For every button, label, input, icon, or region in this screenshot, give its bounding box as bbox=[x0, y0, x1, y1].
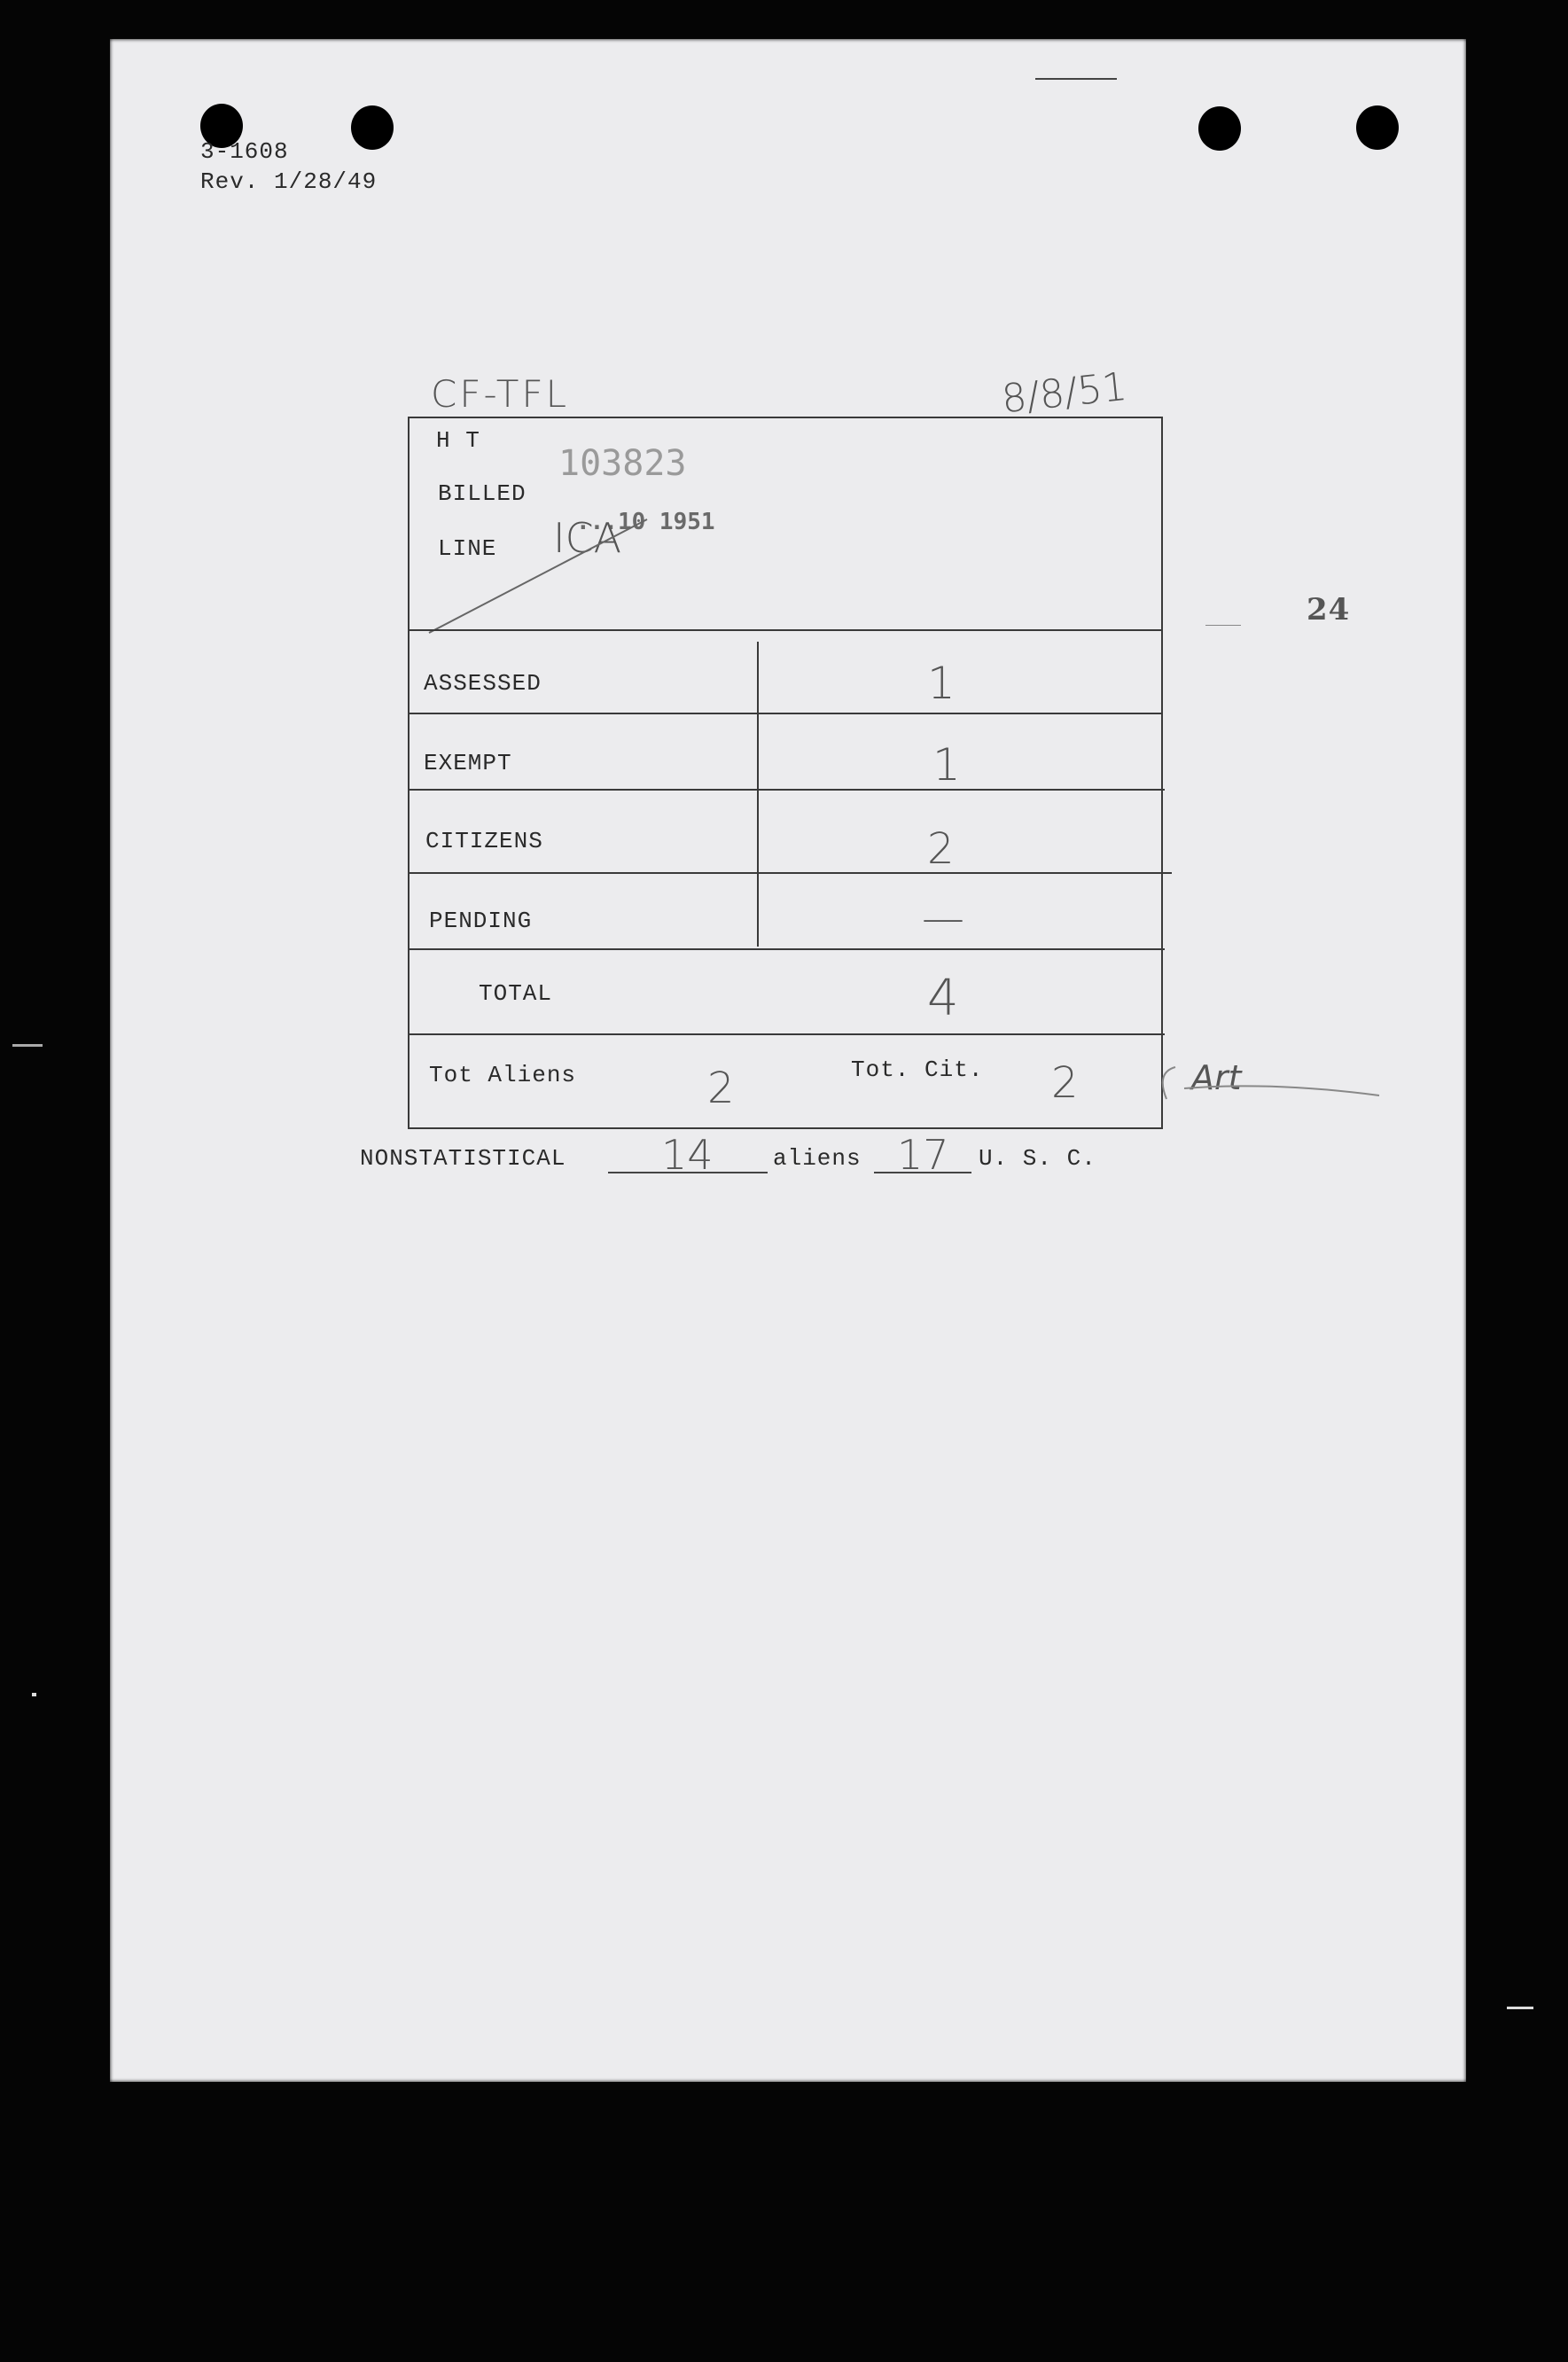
scan-speck bbox=[1507, 2007, 1533, 2009]
tot-aliens-value: 2 bbox=[707, 1064, 735, 1113]
exempt-label: EXEMPT bbox=[424, 750, 512, 776]
scan-speck bbox=[12, 1044, 43, 1047]
nonstat-usc-value: 17 bbox=[897, 1131, 949, 1179]
form-number: 3-1608 bbox=[200, 138, 289, 165]
tot-cit-value: 2 bbox=[1051, 1058, 1079, 1108]
handwritten-date: 8/8/51 bbox=[999, 363, 1129, 423]
handwritten-code: CF-TFL bbox=[431, 372, 569, 416]
punch-hole-icon bbox=[1198, 106, 1241, 151]
row-divider bbox=[410, 1033, 1165, 1035]
exempt-value: 1 bbox=[932, 739, 961, 791]
citizens-value: 2 bbox=[927, 824, 955, 874]
margin-number: 24 bbox=[1307, 592, 1351, 628]
assessed-value: 1 bbox=[927, 658, 956, 709]
signature-initials: Art bbox=[1191, 1058, 1242, 1097]
scan-speck bbox=[32, 1693, 36, 1696]
punch-hole-icon bbox=[351, 105, 394, 150]
signature-flourish bbox=[1149, 1046, 1388, 1117]
stamped-number: 103823 bbox=[558, 443, 687, 484]
handwritten-initials: ICA bbox=[553, 514, 622, 562]
punch-hole-icon bbox=[1356, 105, 1399, 150]
total-label: TOTAL bbox=[479, 980, 553, 1007]
row-divider bbox=[410, 948, 1165, 950]
diagonal-pen-line bbox=[425, 514, 656, 638]
top-edge-mark bbox=[1035, 78, 1117, 80]
nonstatistical-label: NONSTATISTICAL bbox=[360, 1145, 566, 1172]
tot-aliens-label: Tot Aliens bbox=[429, 1062, 577, 1088]
pending-label: PENDING bbox=[429, 908, 533, 934]
tot-cit-label: Tot. Cit. bbox=[851, 1056, 984, 1083]
row-divider bbox=[410, 872, 1172, 874]
row-divider bbox=[408, 629, 1163, 631]
line-label: LINE bbox=[438, 535, 497, 562]
column-divider bbox=[757, 642, 759, 947]
total-value: 4 bbox=[927, 970, 959, 1027]
assessed-label: ASSESSED bbox=[424, 670, 542, 697]
nonstat-aliens-label: aliens bbox=[773, 1145, 862, 1172]
billed-label: BILLED bbox=[438, 480, 527, 507]
form-revision: Rev. 1/28/49 bbox=[200, 168, 378, 195]
nonstat-aliens-value: 14 bbox=[661, 1131, 714, 1179]
pending-value: — bbox=[922, 893, 964, 943]
margin-dash bbox=[1205, 625, 1241, 626]
stamped-date: ...10 1951 bbox=[576, 509, 715, 535]
row-divider bbox=[410, 713, 1163, 714]
ht-label: H T bbox=[436, 427, 480, 454]
nonstat-usc-label: U. S. C. bbox=[979, 1145, 1096, 1172]
citizens-label: CITIZENS bbox=[425, 828, 543, 854]
row-divider bbox=[410, 789, 1165, 791]
